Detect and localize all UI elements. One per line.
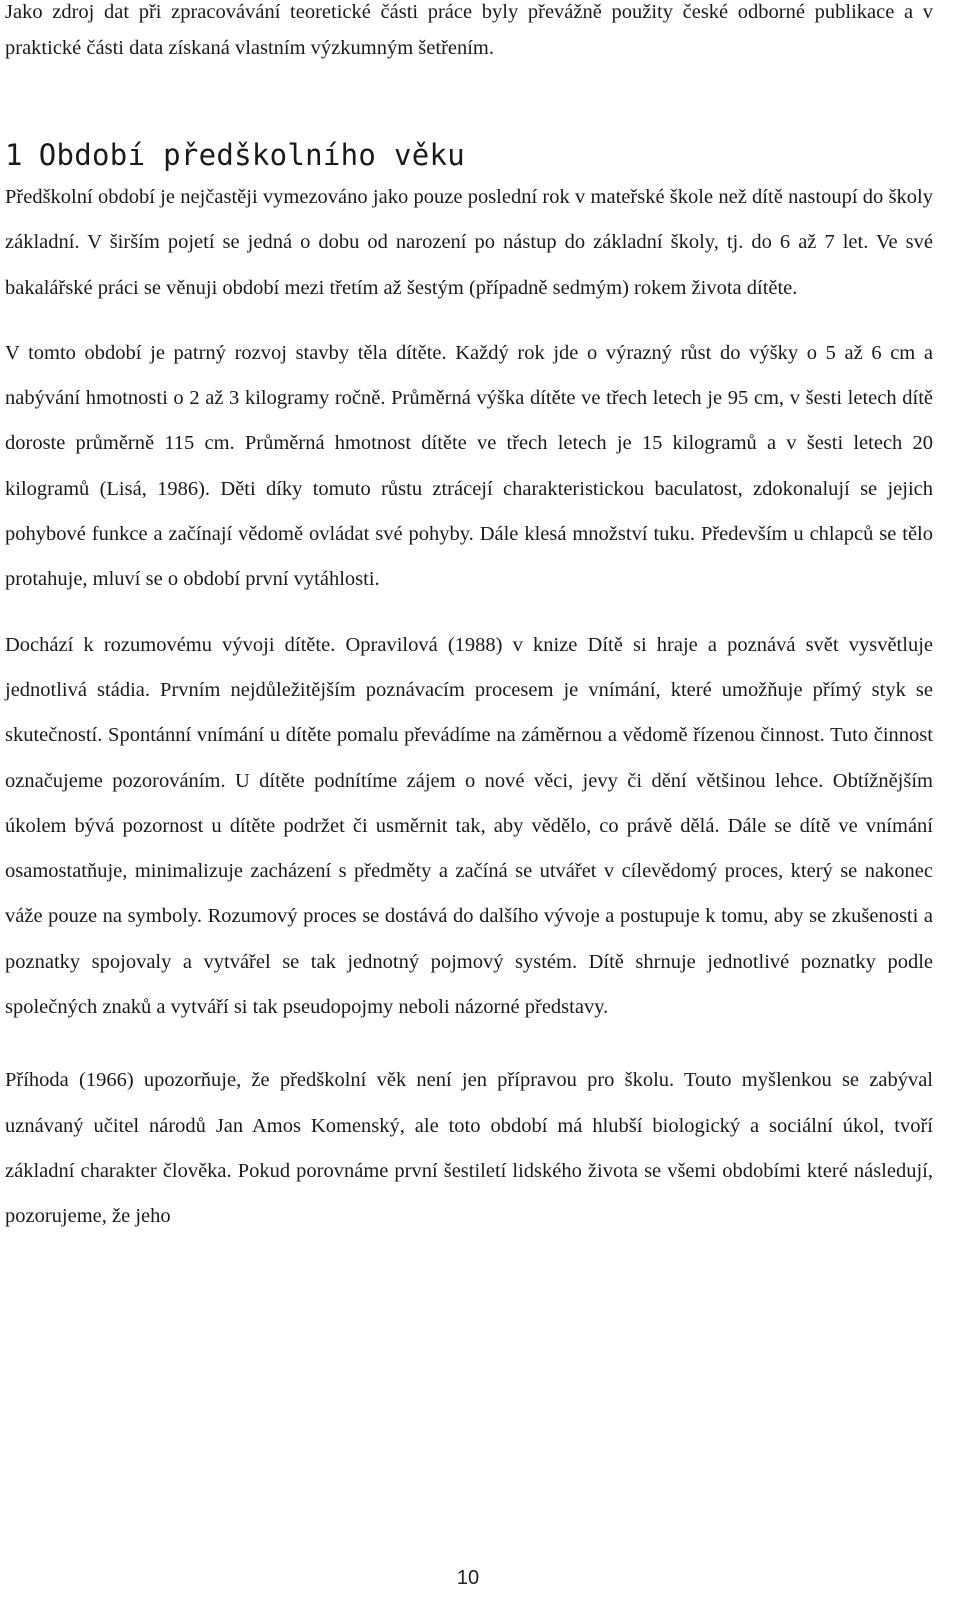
page-number: 10 [456,1567,480,1589]
chapter-heading [5,66,933,175]
paragraph-definition: Předškolní období je nejčastěji vymezováno jako pouze poslední rok v mateřské škole než dítě nastoupí do školy základní. V širším pojetí se jedná o dobu od narození po nástup do základní školy, tj. do 6 až 7 let. Ve své bakalářské práci se věnuji období mezi třetím až šestým (případně sedmým) rokem života dítěte. [5,186,933,299]
chapter-number: 1 [5,138,23,172]
paragraph-cognitive-development: Dochází k rozumovému vývoji dítěte. Opravilová (1988) v knize Dítě si hraje a poznává svět vysvětluje jednotlivá stádia. Prvním nejdůležitějším poznávacím procesem je vnímání, které umožňuje přímý styk se skutečností. Spontánní vnímání u dítěte pomalu převádíme na záměrnou a vědomě řízenou činnost. Tuto činnost označujeme pozorováním. U dítěte podnítíme zájem o nové věci, jevy či dění většinou lehce. Obtížnějším úkolem bývá pozornost u dítěte podržet či usměrnit tak, aby vědělo, co právě dělá. Dále se dítě ve vnímání osamostatňuje, minimalizuje zacházení s předměty a začíná se utvářet v cílevědomý proces, který se nakonec váže pouze na symboly. Rozumový proces se dostává do dalšího vývoje a postupuje k tomu, aby se zkušenosti a poznatky spojovaly a vytvářel se tak jednotný pojmový systém. Dítě shrnuje jednotlivé poznatky podle společných znaků a vytváří si tak pseudopojmy neboli názorné představy. [5,633,933,1019]
paragraph-physical-development: V tomto období je patrný rozvoj stavby těla dítěte. Každý rok jde o výrazný růst do výšky o 5 až 6 cm a nabývání hmotnosti o 2 až 3 kilogramy ročně. Průměrná výška dítěte ve třech letech je 95 cm, v šesti letech dítě doroste průměrně 115 cm. Průměrná hmotnost dítěte ve třech letech je 15 kilogramů a v šesti letech 20 kilogramů (Lisá, 1986). Děti díky tomuto růstu ztrácejí charakteristickou baculatost, zdokonalují se jejich pohybové funkce a začínají vědomě ovládat své pohyby. Dále klesá množství tuku. Především u chlapců se tělo protahuje, mluví se o období první vytáhlosti. [5,341,933,591]
paragraph-preschool-age: Příhoda (1966) upozorňuje, že předškolní věk není jen přípravou pro školu. Touto myšlenkou se zabýval uznávaný učitel národů Jan Amos Komenský, ale toto období má hlubší biologický a sociální úkol, tvoří základní charakter člověka. Pokud porovnáme první šestiletí lidského života se všemi obdobími které následují, pozorujeme, že jeho [5,1069,933,1228]
chapter-title: Období předškolního věku [38,138,465,172]
intro-paragraph: Jako zdroj dat při zpracovávání teoretické části práce byly převážně použity české odborné publikace a v praktické části data získaná vlastním výzkumným šetřením. [5,1,933,59]
document-page [5,0,933,1240]
